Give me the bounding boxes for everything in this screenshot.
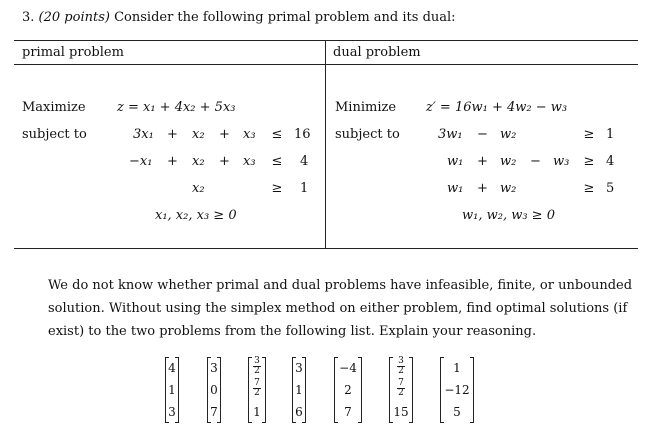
term: −x₁ bbox=[129, 154, 153, 169]
term: x₂ bbox=[192, 154, 205, 169]
vector-entry: 1 bbox=[168, 383, 176, 397]
term: x₃ bbox=[243, 127, 256, 142]
vector-entry: 7 2 bbox=[254, 378, 260, 398]
rhs: 5 bbox=[606, 181, 615, 196]
operator: + bbox=[477, 181, 488, 196]
term: x₂ bbox=[192, 181, 205, 196]
question-line-1: We do not know whether primal and dual problems have infeasible, finite, or unbounded bbox=[48, 278, 633, 293]
relation: ≥ bbox=[583, 154, 595, 169]
operator: + bbox=[167, 127, 178, 142]
operator: + bbox=[477, 154, 488, 169]
problem-points: (20 points) bbox=[38, 10, 110, 25]
vector-entry: −12 bbox=[444, 383, 470, 397]
relation: ≥ bbox=[583, 181, 595, 196]
primal-nonnegativity: x₁, x₂, x₃ ≥ 0 bbox=[155, 208, 237, 223]
table-bottom-rule bbox=[14, 248, 638, 249]
table-divider bbox=[325, 40, 326, 249]
problem-intro: Consider the following primal problem and its dual: bbox=[114, 10, 456, 25]
candidate-vector bbox=[389, 357, 413, 423]
rhs: 4 bbox=[300, 154, 309, 169]
operator: − bbox=[530, 154, 541, 169]
vector-entry: −4 bbox=[339, 361, 357, 375]
vector-entry: 7 bbox=[344, 405, 352, 419]
operator: + bbox=[219, 154, 230, 169]
operator: − bbox=[477, 127, 488, 142]
term: 3w₁ bbox=[438, 127, 463, 142]
operator: + bbox=[167, 154, 178, 169]
vector-entry: 5 bbox=[453, 405, 461, 419]
relation: ≥ bbox=[271, 181, 283, 196]
vector-entry: 0 bbox=[210, 383, 218, 397]
term: 3x₁ bbox=[133, 127, 154, 142]
vector-entry: 7 2 bbox=[398, 378, 404, 398]
vector-entry: 1 bbox=[295, 383, 303, 397]
primal-objective: z = x₁ + 4x₂ + 5x₃ bbox=[117, 100, 236, 115]
vector-entry: 3 2 bbox=[398, 356, 404, 376]
dual-subject-to: subject to bbox=[335, 127, 400, 142]
term: w₁ bbox=[447, 181, 464, 196]
vector-entry: 1 bbox=[253, 405, 261, 419]
dual-objective: z′ = 16w₁ + 4w₂ − w₃ bbox=[426, 100, 568, 115]
rhs: 4 bbox=[606, 154, 615, 169]
table-header-rule bbox=[14, 64, 638, 65]
rhs: 1 bbox=[300, 181, 309, 196]
operator: + bbox=[219, 127, 230, 142]
primal-subject-to: subject to bbox=[22, 127, 87, 142]
primal-header: primal problem bbox=[22, 45, 124, 60]
problem-heading bbox=[22, 10, 456, 25]
candidate-vector bbox=[292, 357, 306, 423]
vector-entry: 1 bbox=[453, 361, 461, 375]
candidate-vector bbox=[248, 357, 266, 423]
candidate-vector bbox=[165, 357, 179, 423]
vector-entry: 15 bbox=[393, 405, 409, 419]
vector-entry: 3 bbox=[210, 361, 218, 375]
term: w₃ bbox=[553, 154, 570, 169]
table-top-rule bbox=[14, 40, 638, 41]
term: w₂ bbox=[500, 181, 517, 196]
vector-entry: 2 bbox=[344, 383, 352, 397]
question-line-2: solution. Without using the simplex method on either problem, find optimal solutions (if bbox=[48, 301, 628, 316]
vector-entry: 7 bbox=[210, 405, 218, 419]
dual-objective-label: Minimize bbox=[335, 100, 397, 115]
candidate-vector bbox=[207, 357, 221, 423]
problem-number: 3. bbox=[22, 10, 35, 25]
vector-entry: 3 2 bbox=[254, 356, 260, 376]
term: w₂ bbox=[500, 127, 517, 142]
term: x₃ bbox=[243, 154, 256, 169]
dual-nonnegativity: w₁, w₂, w₃ ≥ 0 bbox=[462, 208, 555, 223]
vector-entry: 6 bbox=[295, 405, 303, 419]
rhs: 1 bbox=[606, 127, 615, 142]
relation: ≤ bbox=[271, 127, 283, 142]
candidate-vector bbox=[440, 357, 474, 423]
relation: ≥ bbox=[583, 127, 595, 142]
dual-header: dual problem bbox=[333, 45, 421, 60]
term: w₂ bbox=[500, 154, 517, 169]
vector-entry: 4 bbox=[168, 361, 176, 375]
question-line-3: exist) to the two problems from the following list. Explain your reasoning. bbox=[48, 324, 537, 339]
primal-objective-label: Maximize bbox=[22, 100, 86, 115]
rhs: 16 bbox=[294, 127, 311, 142]
term: w₁ bbox=[447, 154, 464, 169]
term: x₂ bbox=[192, 127, 205, 142]
vector-entry: 3 bbox=[168, 405, 176, 419]
relation: ≤ bbox=[271, 154, 283, 169]
vector-entry: 3 bbox=[295, 361, 303, 375]
candidate-vector bbox=[334, 357, 362, 423]
